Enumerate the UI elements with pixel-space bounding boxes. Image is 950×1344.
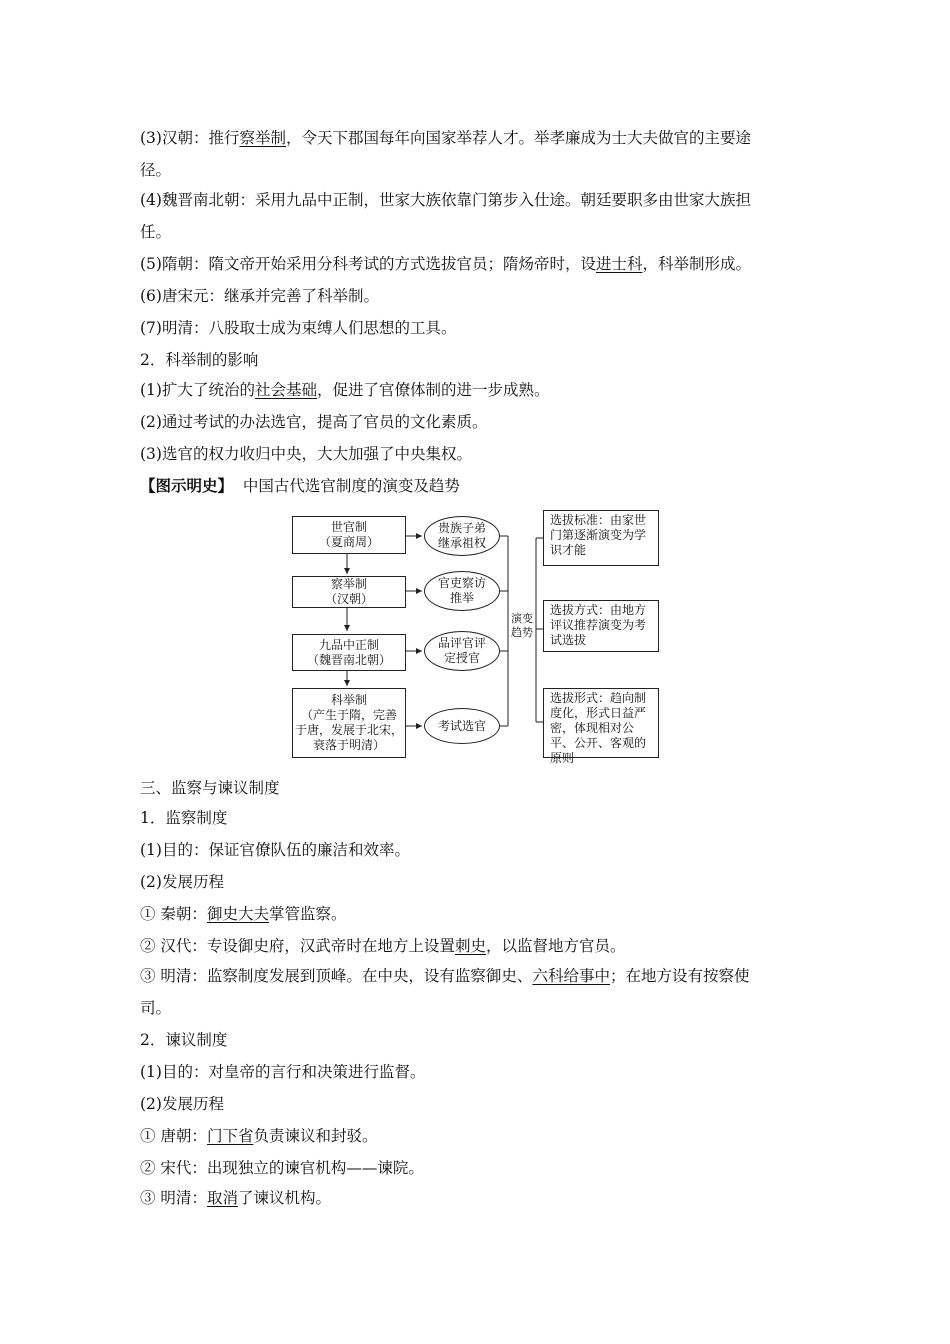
ellipse-inherit bbox=[424, 516, 500, 556]
text: ③ 明清： bbox=[140, 1189, 207, 1207]
underlined-term: 进士科 bbox=[595, 255, 643, 273]
han-line bbox=[140, 128, 751, 148]
mingqing-supervision-line bbox=[140, 966, 749, 986]
ellipse-label: 考试选官 bbox=[437, 718, 486, 733]
ellipse-evaluate bbox=[424, 631, 500, 671]
tang-remonstrance-line bbox=[140, 1126, 377, 1146]
remonstrance-history: (2)发展历程 bbox=[140, 1095, 224, 1113]
ellipse-recommend bbox=[424, 571, 500, 611]
ellipse-label: 品评官评 bbox=[437, 636, 486, 650]
underlined-term: 取消 bbox=[206, 1189, 238, 1207]
center-label: 演变 bbox=[511, 612, 533, 625]
subheading-influence: 2．科举制的影响 bbox=[140, 351, 259, 369]
box-label: （夏商周） bbox=[318, 535, 379, 549]
underlined-term: 六科给事中 bbox=[532, 967, 610, 985]
text: (1)扩大了统治的 bbox=[140, 381, 255, 399]
ellipse-label: 推举 bbox=[449, 591, 474, 605]
underlined-term: 社会基础 bbox=[254, 381, 317, 399]
box-label: 九品中正制 bbox=[318, 637, 379, 652]
box-label: 察举制 bbox=[330, 577, 367, 591]
underlined-term: 察举制 bbox=[239, 129, 286, 147]
text: ② 汉代：专设御史府，汉武帝时在地方上设置 bbox=[140, 937, 455, 955]
evolution-trend-label bbox=[508, 612, 536, 640]
box-label: 世官制 bbox=[330, 520, 367, 534]
text: ① 唐朝： bbox=[140, 1127, 207, 1145]
ellipse-label: 贵族子弟 bbox=[437, 521, 486, 535]
figure-title: 中国古代选官制度的演变及趋势 bbox=[242, 477, 460, 495]
underlined-term: 御史大夫 bbox=[206, 905, 269, 923]
right-box-standard: 选拔标准：由家世门第逐渐演变为学识才能 bbox=[543, 510, 659, 566]
left-box-shiguan bbox=[292, 516, 406, 554]
supervision-history: (2)发展历程 bbox=[140, 873, 224, 891]
ellipse-label: 定授官 bbox=[443, 651, 480, 665]
underlined-term: 刺史 bbox=[454, 937, 486, 955]
mingqing-supervision-cont: 司。 bbox=[140, 999, 172, 1017]
song-remonstrance-line: ② 宋代：出现独立的谏官机构——谏院。 bbox=[140, 1159, 424, 1177]
center-label: 趋势 bbox=[511, 626, 533, 639]
influence-2: (2)通过考试的办法选官，提高了官员的文化素质。 bbox=[140, 413, 488, 431]
supervision-purpose: (1)目的：保证官僚队伍的廉洁和效率。 bbox=[140, 841, 410, 859]
wei-line: (4)魏晋南北朝：采用九品中正制，世家大族依靠门第步入仕途。朝廷要职多由世家大族担 bbox=[140, 191, 751, 209]
sui-line bbox=[140, 254, 751, 274]
text: (3)汉朝：推行 bbox=[140, 129, 240, 147]
section-heading-supervision: 三、监察与谏议制度 bbox=[140, 779, 280, 797]
text: ，以监督地方官员。 bbox=[485, 937, 626, 955]
figure-caption bbox=[140, 476, 460, 496]
figure-tag: 【图示明史】 bbox=[140, 476, 234, 495]
handai-line bbox=[140, 936, 625, 956]
box-label: 衰落于明清） bbox=[312, 738, 385, 752]
text: ，科举制形成。 bbox=[642, 255, 751, 273]
box-label: 于唐，发展于北宋， bbox=[294, 723, 403, 737]
text: 负责谏议和封驳。 bbox=[253, 1127, 378, 1145]
wei-line-cont: 任。 bbox=[140, 223, 172, 241]
ming-line: (7)明清：八股取士成为束缚人们思想的工具。 bbox=[140, 319, 457, 337]
text: ，令天下郡国每年向国家举荐人才。举孝廉成为士大夫做官的主要途 bbox=[285, 129, 751, 147]
right-box-method: 选拔方式：由地方评议推荐演变为考试选拔 bbox=[543, 600, 659, 652]
left-box-jiupin bbox=[292, 634, 406, 671]
tang-line: (6)唐宋元：继承并完善了科举制。 bbox=[140, 287, 379, 305]
left-box-keju bbox=[292, 688, 406, 758]
ellipse-exam bbox=[424, 708, 500, 744]
underlined-term: 门下省 bbox=[206, 1127, 254, 1145]
subheading-supervision: 1．监察制度 bbox=[140, 809, 228, 827]
text: ，促进了官僚体制的进一步成熟。 bbox=[316, 381, 550, 399]
han-line-cont: 径。 bbox=[140, 161, 172, 179]
text: 了谏议机构。 bbox=[237, 1189, 331, 1207]
text: (5)隋朝：隋文帝开始采用分科考试的方式选拔官员；隋炀帝时，设 bbox=[140, 255, 596, 273]
remonstrance-purpose: (1)目的：对皇帝的言行和决策进行监督。 bbox=[140, 1063, 426, 1081]
box-label: 科举制 bbox=[330, 693, 367, 707]
influence-3: (3)选官的权力收归中央，大大加强了中央集权。 bbox=[140, 445, 472, 463]
text: ③ 明清：监察制度发展到顶峰。在中央，设有监察御史、 bbox=[140, 967, 533, 985]
box-label: （汉朝） bbox=[324, 592, 373, 606]
box-label: （产生于隋，完善 bbox=[300, 708, 397, 722]
influence-1 bbox=[140, 380, 550, 400]
subheading-remonstrance: 2．谏议制度 bbox=[140, 1031, 228, 1049]
qin-line bbox=[140, 904, 346, 924]
left-box-chaju bbox=[292, 576, 406, 608]
text: ；在地方设有按察使 bbox=[609, 967, 750, 985]
ellipse-label: 继承祖权 bbox=[437, 536, 486, 550]
mingqing-remonstrance-line bbox=[140, 1188, 331, 1208]
right-box-form: 选拔形式：趋向制度化，形式日益严密，体现相对公平、公开、客观的原则 bbox=[543, 688, 659, 758]
text: ① 秦朝： bbox=[140, 905, 207, 923]
selection-system-diagram bbox=[290, 508, 670, 765]
text: 掌管监察。 bbox=[268, 905, 347, 923]
box-label: （魏晋南北朝） bbox=[306, 652, 391, 667]
ellipse-label: 官吏察访 bbox=[437, 576, 486, 590]
